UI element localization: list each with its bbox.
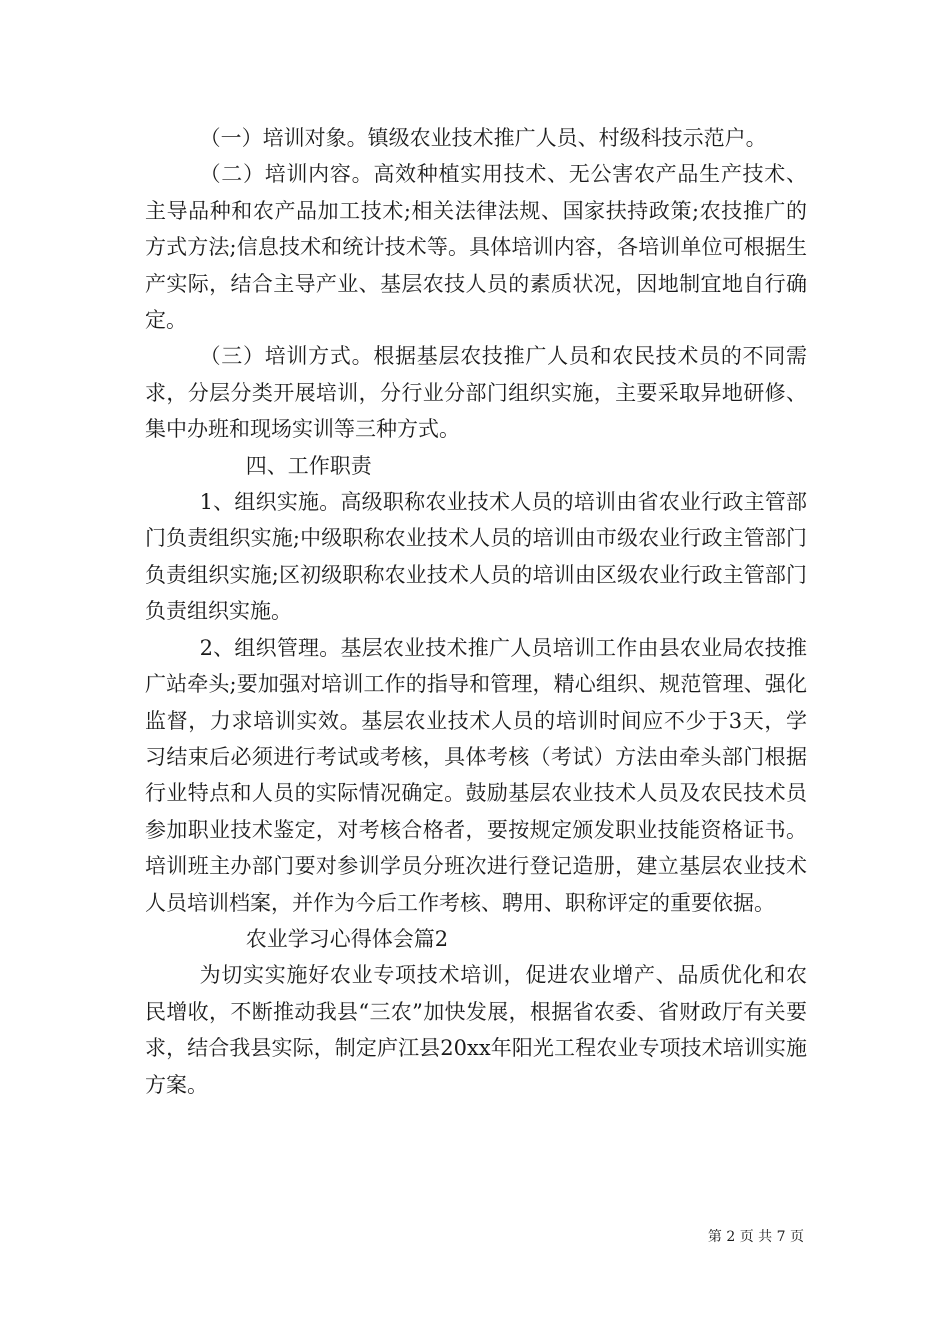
paragraph-organize-implementation: 1、组织实施。高级职称农业技术人员的培训由省农业行政主管部门负责组织实施;中级职称农业技术人员的培训由市级农业行政主管部门负责组织实施;区初级职称农业技术人员的培训由区级农业行政主管部门负责组织实施。 bbox=[145, 490, 807, 624]
paragraph-organize-management: 2、组织管理。基层农业技术推广人员培训工作由县农业局农技推广站牵头;要加强对培训工作的指导和管理，精心组织、规范管理、强化监督，力求培训实效。基层农业技术人员的培训时间应不少于3天，学习结束后必须进行考试或考核，具体考核（考试）方法由牵头部门根据行业特点和人员的实际情况确定。鼓励基层农业技术人员及农民技术员参加职业技术鉴定，对考核合格者，要按规定颁发职业技能资格证书。培训班主办部门要对参训学员分班次进行登记造册，建立基层农业技术人员培训档案，并作为今后工作考核、聘用、职称评定的重要依据。 bbox=[145, 635, 807, 915]
section-heading-duties: 四、工作职责 bbox=[245, 453, 372, 478]
article-title: 农业学习心得体会篇2 bbox=[245, 926, 449, 951]
paragraph-training-methods: （三）培训方式。根据基层农技推广人员和农民技术员的不同需求，分层分类开展培训，分行业分部门组织实施，主要采取异地研修、集中办班和现场实训等三种方式。 bbox=[145, 344, 807, 442]
paragraph-training-content: （二）培训内容。高效种植实用技术、无公害农产品生产技术、主导品种和农产品加工技术;相关法律法规、国家扶持政策;农技推广的方式方法;信息技术和统计技术等。具体培训内容，各培训单位可根据生产实际，结合主导产业、基层农技人员的素质状况，因地制宜地自行确定。 bbox=[145, 162, 807, 333]
paragraph-intro: 为切实实施好农业专项技术培训，促进农业增产、品质优化和农民增收，不断推动我县“三农”加快发展，根据省农委、省财政厅有关要求，结合我县实际，制定庐江县20xx年阳光工程农业专项技术培训实施方案。 bbox=[145, 963, 807, 1097]
paragraph-training-targets: （一）培训对象。镇级农业技术推广人员、村级科技示范户。 bbox=[199, 126, 767, 150]
page-number-footer: 第 2 页 共 7 页 bbox=[707, 1229, 804, 1245]
document-body bbox=[145, 120, 807, 1103]
